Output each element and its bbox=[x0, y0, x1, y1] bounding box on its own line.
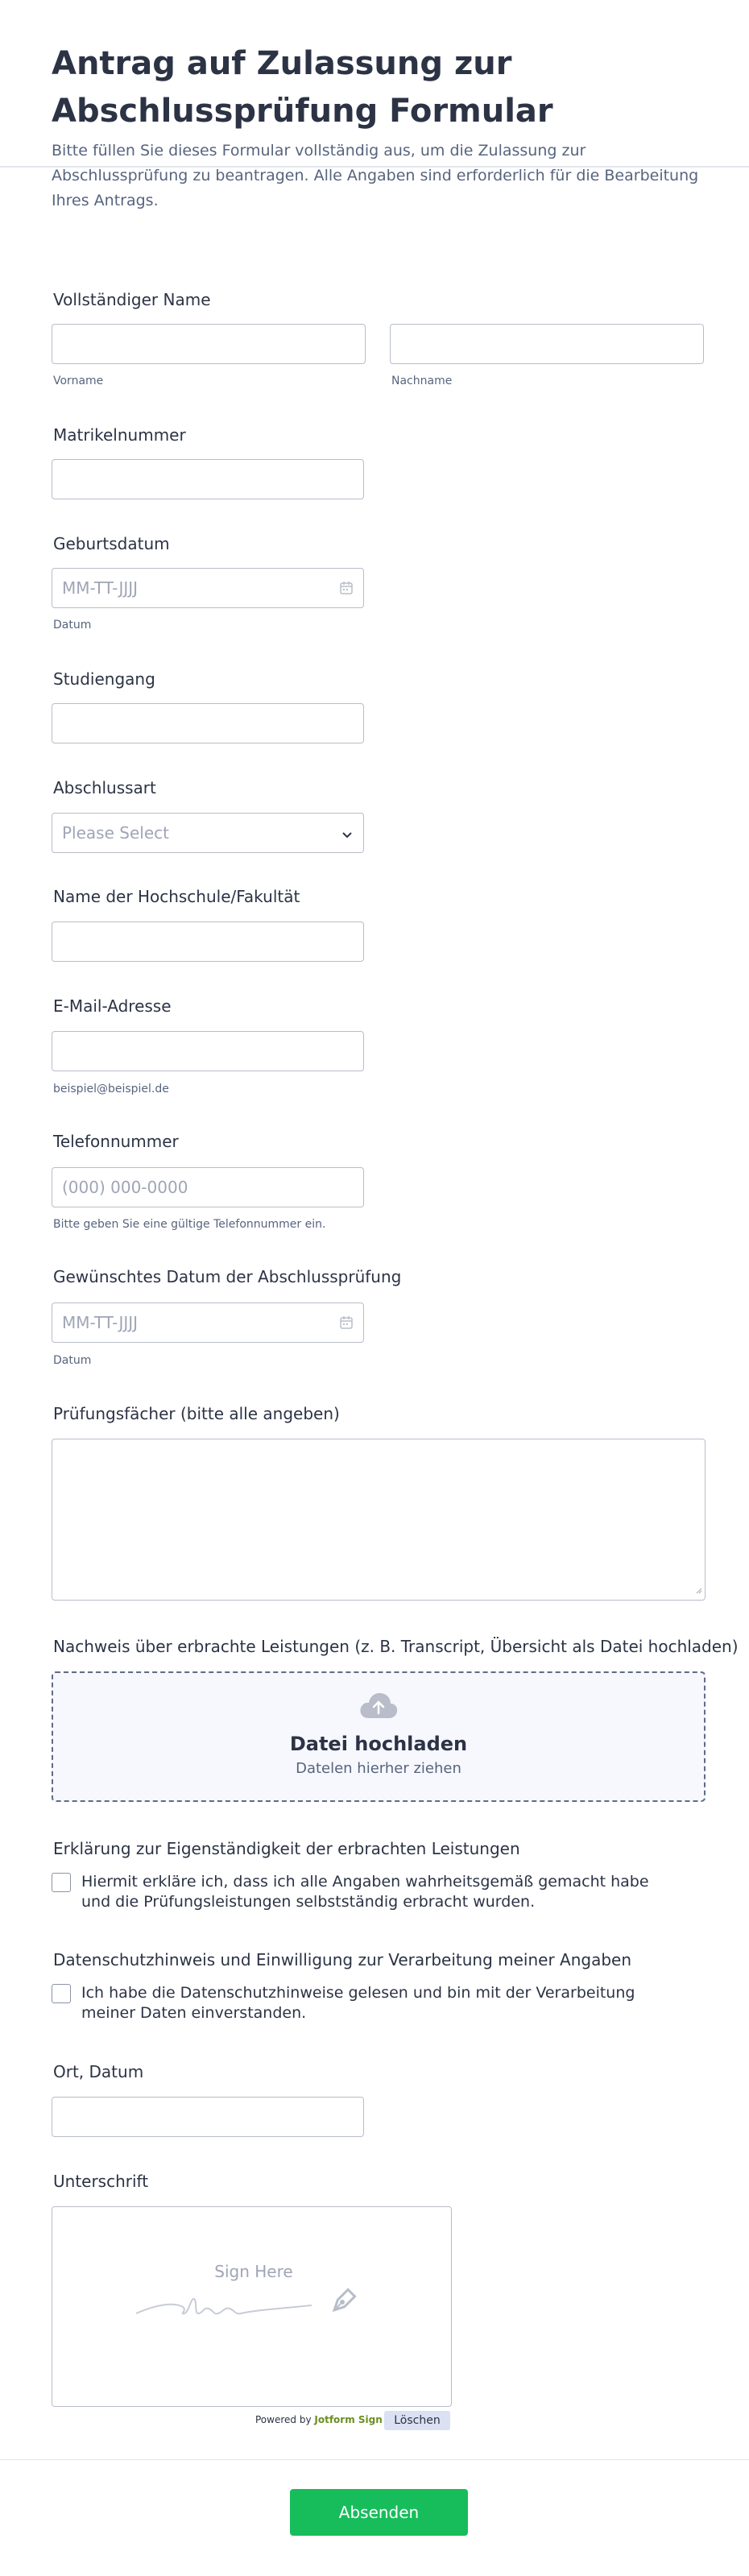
declaration-text: Hiermit erkläre ich, dass ich alle Angaben wahrheitsgemäß gemacht habe und die Prüfungsleistungen selbstständig erbracht wurden. bbox=[81, 1873, 649, 1911]
signature-label: Unterschrift bbox=[53, 2172, 149, 2191]
powered-by bbox=[255, 2414, 383, 2425]
sign-here-text: Sign Here bbox=[214, 2262, 293, 2281]
phone-input[interactable] bbox=[52, 1167, 364, 1207]
cloud-upload-icon bbox=[53, 1691, 704, 1723]
calendar-icon[interactable] bbox=[339, 580, 354, 599]
upload-label: Nachweis über erbrachte Leistungen (z. B. Transcript, Übersicht als Datei hochladen) bbox=[53, 1637, 739, 1656]
matrikel-label: Matrikelnummer bbox=[53, 425, 186, 445]
phone-placeholder: (000) 000-0000 bbox=[62, 1178, 188, 1197]
powered-by-text: Powered by bbox=[255, 2414, 312, 2425]
birthdate-label: Geburtsdatum bbox=[53, 534, 170, 553]
pen-nib-icon bbox=[325, 2284, 360, 2320]
submit-button[interactable]: Absenden bbox=[290, 2489, 468, 2536]
subjects-textarea[interactable] bbox=[52, 1439, 706, 1601]
degree-label: Abschlussart bbox=[53, 778, 156, 797]
form-header bbox=[0, 0, 749, 209]
phone-sublabel: Bitte geben Sie eine gültige Telefonnummer ein. bbox=[53, 1218, 326, 1231]
study-label: Studiengang bbox=[53, 669, 155, 689]
declaration-checkbox[interactable] bbox=[52, 1873, 71, 1892]
declaration-label: Erklärung zur Eigenständigkeit der erbrachten Leistungen bbox=[53, 1839, 520, 1858]
privacy-checkbox[interactable] bbox=[52, 1984, 71, 2003]
place-date-label: Ort, Datum bbox=[53, 2062, 144, 2081]
phone-label: Telefonnummer bbox=[53, 1132, 179, 1151]
privacy-text: Ich habe die Datenschutzhinweise gelesen und bin mit der Verarbeitung meiner Daten einverstanden. bbox=[81, 1984, 635, 2022]
university-input[interactable] bbox=[52, 921, 364, 962]
birthdate-sublabel: Datum bbox=[53, 619, 92, 632]
exam-date-sublabel: Datum bbox=[53, 1354, 92, 1367]
last-name-sublabel: Nachname bbox=[391, 375, 453, 387]
resize-handle-icon[interactable] bbox=[694, 1582, 702, 1597]
matrikel-input[interactable] bbox=[52, 459, 364, 499]
email-sublabel: beispiel@beispiel.de bbox=[53, 1083, 169, 1095]
first-name-input[interactable] bbox=[52, 324, 366, 364]
exam-date-placeholder: MM-TT-JJJJ bbox=[62, 1313, 139, 1332]
exam-date-label: Gewünschtes Datum der Abschlussprüfung bbox=[53, 1267, 402, 1286]
study-input[interactable] bbox=[52, 703, 364, 743]
calendar-icon[interactable] bbox=[339, 1315, 354, 1334]
email-input[interactable] bbox=[52, 1031, 364, 1071]
page-subtitle: Bitte füllen Sie dieses Formular vollständig aus, um die Zulassung zur Abschlussprüfung zu beantragen. Alle Angaben sind erforderlich für die Bearbeitung Ihres Antrags. bbox=[52, 142, 699, 209]
last-name-input[interactable] bbox=[390, 324, 704, 364]
exam-date-input[interactable] bbox=[52, 1302, 364, 1343]
footer-divider bbox=[0, 2459, 749, 2460]
upload-title: Datei hochladen bbox=[289, 1733, 468, 1755]
jotform-sign-brand: Jotform Sign bbox=[314, 2414, 383, 2425]
university-label: Name der Hochschule/Fakultät bbox=[53, 887, 300, 906]
subjects-label: Prüfungsfächer (bitte alle angeben) bbox=[53, 1404, 340, 1423]
birthdate-placeholder: MM-TT-JJJJ bbox=[62, 578, 139, 598]
first-name-sublabel: Vorname bbox=[53, 375, 104, 387]
degree-placeholder: Please Select bbox=[62, 823, 169, 843]
privacy-label: Datenschutzhinweis und Einwilligung zur Verarbeitung meiner Angaben bbox=[53, 1950, 632, 1969]
clear-signature-button[interactable]: Löschen bbox=[384, 2411, 450, 2430]
birthdate-input[interactable] bbox=[52, 568, 364, 608]
chevron-down-icon bbox=[341, 826, 354, 845]
degree-select[interactable] bbox=[52, 813, 364, 853]
place-date-input[interactable] bbox=[52, 2097, 364, 2137]
page-title: Antrag auf Zulassung zur Abschlussprüfung Formular bbox=[52, 45, 553, 130]
upload-subtitle: Datelen hierher ziehen bbox=[296, 1760, 461, 1777]
file-upload-dropzone[interactable] bbox=[52, 1671, 706, 1802]
email-label: E-Mail-Adresse bbox=[53, 996, 172, 1016]
full-name-label: Vollständiger Name bbox=[53, 290, 211, 309]
signature-pad[interactable] bbox=[52, 2206, 452, 2407]
